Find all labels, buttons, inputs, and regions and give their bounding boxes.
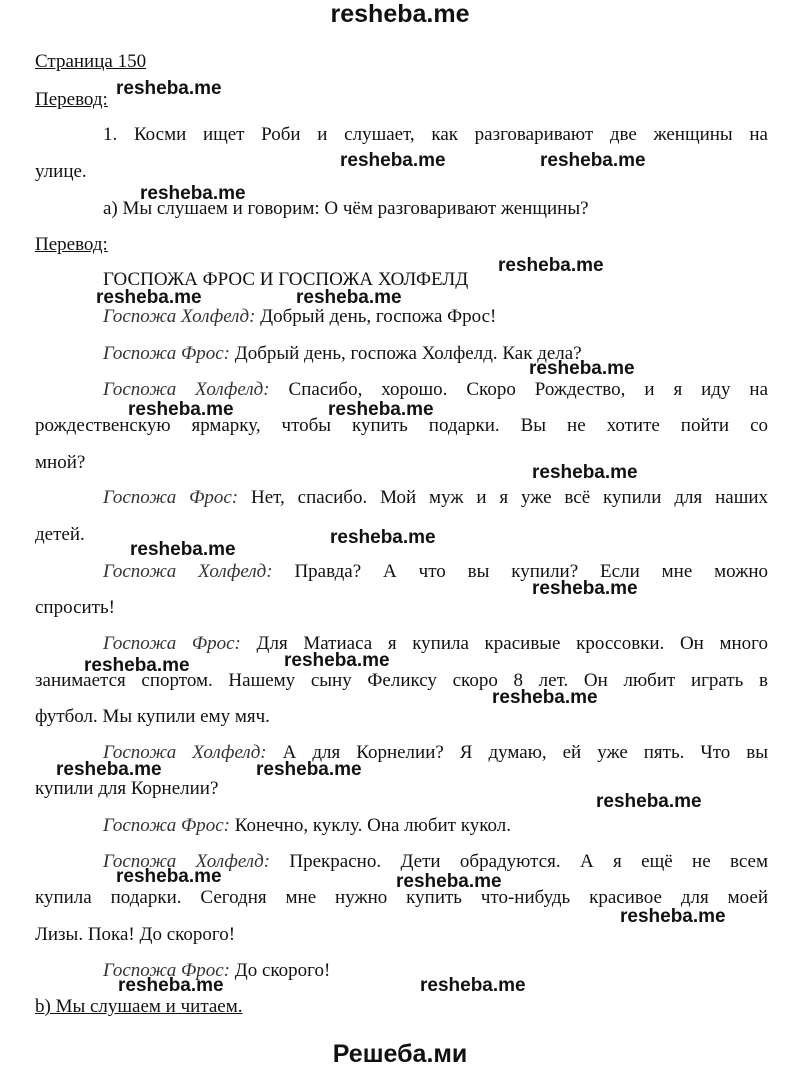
speech: Прекрасно. Дети обрадуются. А я ещё не всем (289, 851, 768, 872)
speaker: Госпожа Фрос: (103, 960, 230, 981)
watermark: resheba.me (396, 871, 502, 892)
watermark: resheba.me (130, 539, 236, 560)
site-footer: Решеба.ми (332, 1040, 468, 1068)
site-header: resheba.me (330, 0, 470, 28)
task1-line2: улице. (35, 161, 87, 182)
speech: Конечно, куклу. Она любит кукол. (234, 815, 511, 836)
dialogue-line (35, 486, 768, 510)
watermark: resheba.me (118, 975, 224, 996)
dialogue-line: рождественскую ярмарку, чтобы купить подарки. Вы не хотите пойти со (35, 415, 768, 436)
watermark: resheba.me (328, 399, 434, 420)
watermark: resheba.me (128, 399, 234, 420)
speech: А для Корнелии? Я думаю, ей уже пять. Что вы (282, 742, 768, 763)
speaker: Госпожа Холфелд: (103, 742, 267, 763)
dialogue-line (103, 814, 511, 838)
speaker: Госпожа Холфелд: (103, 561, 273, 582)
watermark: resheba.me (532, 578, 638, 599)
dialogue-line (35, 560, 768, 584)
speech: До скорого! (234, 960, 331, 981)
dialogue-line: детей. (35, 524, 85, 545)
watermark: resheba.me (498, 255, 604, 276)
watermark: resheba.me (96, 287, 202, 308)
speaker: Госпожа Холфелд: (103, 379, 270, 400)
watermark: resheba.me (330, 527, 436, 548)
watermark: resheba.me (420, 975, 526, 996)
speech: Спасибо, хорошо. Скоро Рождество, и я иду на (288, 379, 769, 400)
dialogue-line: купила подарки. Сегодня мне нужно купить что-нибудь красивое для моей (35, 887, 768, 908)
task-b: b) Мы слушаем и читаем. (35, 996, 243, 1017)
watermark: resheba.me (116, 866, 222, 887)
speech: Правда? А что вы купили? Если мне можно (294, 561, 769, 582)
dialogue-line: Лизы. Пока! До скорого! (35, 924, 236, 945)
speaker: Госпожа Холфелд: (103, 306, 256, 327)
speech: Нет, спасибо. Мой муж и я уже всё купили для наших (251, 487, 768, 508)
dialogue-line: занимается спортом. Нашему сыну Феликсу скоро 8 лет. Он любит играть в (35, 670, 768, 691)
watermark: resheba.me (540, 150, 646, 171)
watermark: resheba.me (529, 358, 635, 379)
watermark: resheba.me (620, 906, 726, 927)
task1-line1: 1. Косми ищет Роби и слушает, как разговаривают две женщины на (103, 124, 768, 145)
watermark: resheba.me (492, 687, 598, 708)
speech: Добрый день, госпожа Холфелд. Как дела? (234, 343, 582, 364)
watermark: resheba.me (116, 78, 222, 99)
watermark: resheba.me (296, 287, 402, 308)
speaker: Госпожа Фрос: (103, 633, 241, 654)
perevod-heading-1: Перевод: (35, 89, 108, 110)
speech: Добрый день, госпожа Фрос! (260, 306, 497, 327)
watermark: resheba.me (532, 462, 638, 483)
dialogue-line: купили для Корнелии? (35, 778, 219, 799)
dialogue-title: ГОСПОЖА ФРОС И ГОСПОЖА ХОЛФЕЛД (103, 269, 469, 290)
page-label: Страница 150 (35, 51, 147, 72)
speech: Для Матиаса я купила красивые кроссовки. Он много (256, 633, 769, 654)
dialogue-line (103, 342, 582, 366)
speaker: Госпожа Фрос: (103, 487, 239, 508)
watermark: resheba.me (596, 791, 702, 812)
speaker: Госпожа Холфелд: (103, 851, 271, 872)
watermark: resheba.me (340, 150, 446, 171)
dialogue-line: спросить! (35, 597, 115, 618)
task1-a: а) Мы слушаем и говорим: О чём разговаривают женщины? (103, 198, 589, 219)
dialogue-line (35, 632, 768, 656)
watermark: resheba.me (256, 759, 362, 780)
watermark: resheba.me (84, 655, 190, 676)
speaker: Госпожа Фрос: (103, 815, 230, 836)
watermark: resheba.me (140, 183, 246, 204)
dialogue-line: мной? (35, 452, 86, 473)
watermark: resheba.me (284, 650, 390, 671)
dialogue-line: футбол. Мы купили ему мяч. (35, 706, 270, 727)
perevod-heading-2: Перевод: (35, 234, 108, 255)
watermark: resheba.me (56, 759, 162, 780)
speaker: Госпожа Фрос: (103, 343, 230, 364)
